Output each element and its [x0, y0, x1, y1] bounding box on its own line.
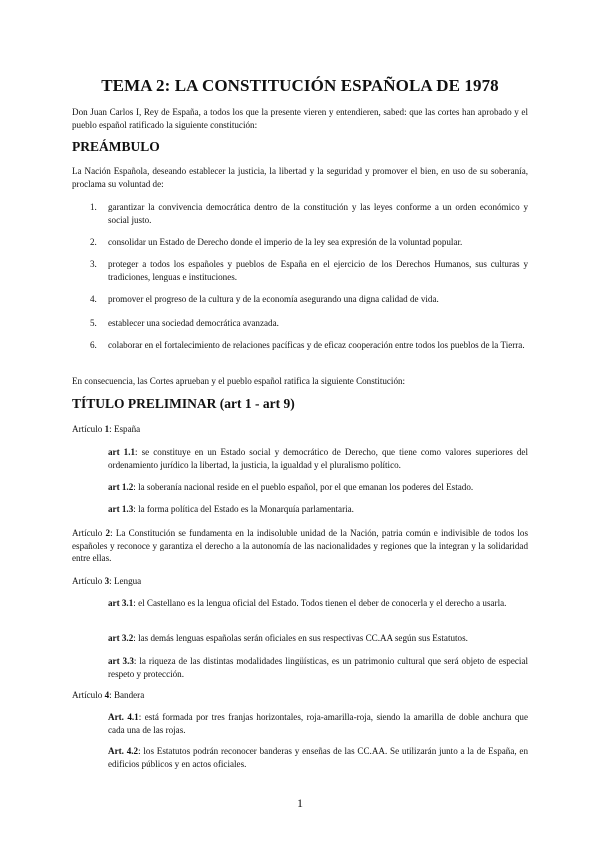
list-number: 3. [90, 259, 97, 269]
list-number: 6. [90, 340, 97, 350]
articulo-4-heading: Artículo 4: Bandera [72, 690, 145, 700]
art-3-2: art 3.2: las demás lenguas españolas serán oficiales en sus respectivas CC.AA según sus Estatutos. [108, 633, 468, 643]
page-number: 1 [297, 796, 303, 810]
list-number: 1. [90, 202, 97, 212]
list-item: consolidar un Estado de Derecho donde el imperio de la ley sea expresión de la voluntad popular. [108, 237, 463, 247]
art-1-1: art 1.1: se constituye en un Estado social y democrático de Derecho, que tiene como valores superiores del ordenamiento jurídico la libertad, la justicia, la igualdad y el pluralismo político. [108, 447, 528, 470]
art-1-2: art 1.2: la soberanía nacional reside en el pueblo español, por el que emanan los poderes del Estado. [108, 482, 474, 492]
titulo-preliminar-heading: TÍTULO PRELIMINAR (art 1 - art 9) [72, 396, 295, 411]
intro-paragraph: Don Juan Carlos I, Rey de España, a todos los que la presente vieren y entendieren, sabed: que las cortes han aprobado y el pueblo español ratificado la siguiente constitución: [72, 107, 528, 130]
art-1-3: art 1.3: la forma política del Estado es la Monarquía parlamentaria. [108, 504, 354, 514]
preambulo-heading: PREÁMBULO [72, 139, 160, 154]
art-3-1: art 3.1: el Castellano es la lengua oficial del Estado. Todos tienen el deber de conocerla y el derecho a usarla. [108, 598, 507, 608]
list-item: colaborar en el fortalecimiento de relaciones pacíficas y de eficaz cooperación entre todos los pueblos de la Tierra. [108, 340, 525, 350]
art-3-3: art 3.3: la riqueza de las distintas modalidades lingüísticas, es un patrimonio cultural que será objeto de especial respeto y protección. [108, 656, 529, 679]
list-item: promover el progreso de la cultura y de la economía asegurando una digna calidad de vida. [108, 294, 439, 304]
list-number: 2. [90, 237, 97, 247]
preambulo-closing: En consecuencia, las Cortes aprueban y el pueblo español ratifica la siguiente Constitución: [72, 376, 406, 386]
articulo-2: Artículo 2: La Constitución se fundamenta en la indisoluble unidad de la Nación, patria común e indivisible de todos los españoles y reconoce y garantiza el derecho a la autonomía de las nacionalidades y regiones que la integran y la solidaridad entre ellas. [72, 528, 528, 563]
page-title: TEMA 2: LA CONSTITUCIÓN ESPAÑOLA DE 1978 [101, 76, 499, 95]
list-number: 4. [90, 294, 97, 304]
list-item: garantizar la convivencia democrática dentro de la constitución y las leyes conforme a un orden económico y social justo. [108, 202, 528, 225]
list-item: proteger a todos los españoles y pueblos de España en el ejercicio de los Derechos Humanos, sus culturas y tradiciones, lenguas e instituciones. [108, 259, 528, 282]
preambulo-text: La Nación Española, deseando establecer la justicia, la libertad y la seguridad y promover el bien, en uso de su soberanía, proclama su voluntad de: [72, 166, 528, 189]
art-4-1: Art. 4.1: está formada por tres franjas horizontales, roja-amarilla-roja, siendo la amarilla de doble anchura que cada una de las rojas. [108, 712, 528, 735]
art-4-2: Art. 4.2: los Estatutos podrán reconocer banderas y enseñas de las CC.AA. Se utilizarán junto a la de España, en edificios públicos y en actos oficiales. [108, 746, 529, 769]
list-number: 5. [90, 318, 97, 328]
articulo-3-heading: Artículo 3: Lengua [72, 576, 142, 586]
articulo-1-heading: Artículo 1: España [72, 424, 141, 434]
list-item: establecer una sociedad democrática avanzada. [108, 318, 279, 328]
